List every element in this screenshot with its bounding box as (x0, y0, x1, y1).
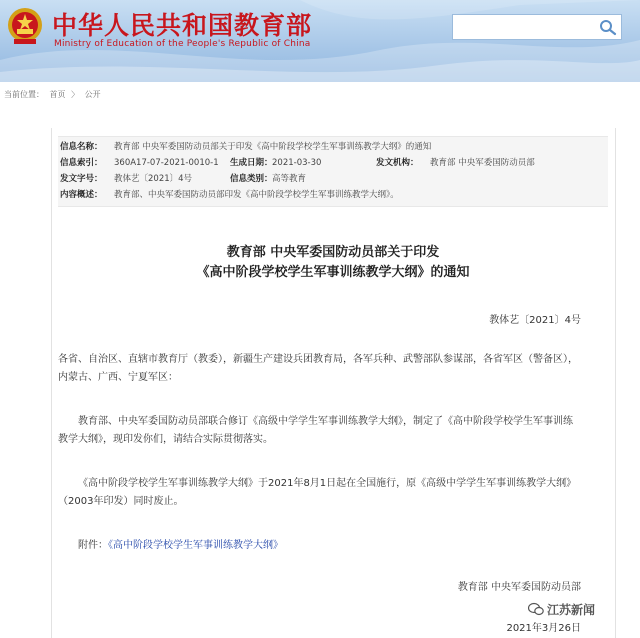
date-label: 生成日期： (230, 158, 273, 168)
breadcrumb-home-link[interactable]: 首页 (49, 90, 66, 99)
document-date: 2021年3月26日 (506, 623, 581, 634)
attachment-line (58, 537, 578, 555)
breadcrumb-public-link[interactable]: 公开 (84, 90, 101, 99)
site-title[interactable]: 中华人民共和国教育部 (52, 11, 313, 40)
category-label: 信息类别： (230, 174, 273, 184)
breadcrumb-prefix: 当前位置： (4, 90, 44, 99)
breadcrumb (4, 89, 104, 100)
meta-row-info-name (58, 139, 608, 155)
search-input[interactable] (457, 16, 596, 40)
date-value: 2021-03-30 (272, 158, 322, 168)
doc-no-label: 发文字号： (60, 174, 103, 184)
attachment-link[interactable]: 《高中阶段学校学生军事训练教学大纲》 (108, 540, 283, 551)
document-metadata-table (58, 136, 608, 207)
document-title (58, 243, 608, 283)
body-paragraph-2: 《高中阶段学校学生军事训练教学大纲》于2021年8月1日起在全国施行，原《高级中学学生军事训练教学大纲》（2003年印发）同时废止。 (58, 478, 577, 507)
doc-no-value: 教体艺〔2021〕4号 (114, 174, 193, 184)
issuer-label: 发文机构： (376, 158, 419, 168)
summary-label: 内容概述： (60, 190, 103, 200)
watermark (528, 600, 595, 618)
site-subtitle: Ministry of Education of the People's Republic of China (54, 39, 311, 49)
info-name-value: 教育部 中央军委国防动员部关于印发《高中阶段学校学生军事训练教学大纲》的通知 (114, 142, 432, 152)
watermark-text: 江苏新闻 (547, 602, 596, 617)
body-paragraph-1: 教育部、中央军委国防动员部联合修订《高级中学学生军事训练教学大纲》，制定了《高中阶段学校学生军事训练教学大纲》，现印发你们，请结合实际贯彻落实。 (58, 416, 573, 445)
info-name-label: 信息名称： (60, 142, 103, 152)
national-emblem-icon (6, 6, 44, 46)
search-icon[interactable] (598, 18, 618, 36)
document-number: 教体艺〔2021〕4号 (489, 315, 581, 326)
recipients-paragraph: 各省、自治区、直辖市教育厅（教委），新疆生产建设兵团教育局，各军兵种、武警部队参谋部，各省军区（警备区），内蒙古、广西、宁夏军区： (58, 354, 578, 383)
index-label: 信息索引： (60, 158, 103, 168)
search-box (452, 14, 622, 40)
document-title-line1: 教育部 中央军委国防动员部关于印发 (226, 245, 440, 260)
wechat-icon (528, 602, 544, 616)
meta-row-index (58, 155, 608, 171)
index-value: 360A17-07-2021-0010-1 (114, 158, 219, 168)
site-header-banner (0, 0, 640, 82)
document-title-line2: 《高中阶段学校学生军事训练教学大纲》的通知 (196, 265, 470, 280)
summary-value: 教育部、中央军委国防动员部印发《高中阶段学校学生军事训练教学大纲》。 (114, 190, 399, 200)
meta-row-doc-no (58, 171, 608, 187)
category-value: 高等教育 (272, 174, 307, 184)
issuer-value: 教育部 中央军委国防动员部 (430, 158, 535, 168)
breadcrumb-separator: 〉 (71, 90, 80, 99)
attachment-label: 附件： (78, 540, 108, 551)
meta-row-summary (58, 187, 608, 203)
signer: 教育部 中央军委国防动员部 (457, 582, 581, 593)
